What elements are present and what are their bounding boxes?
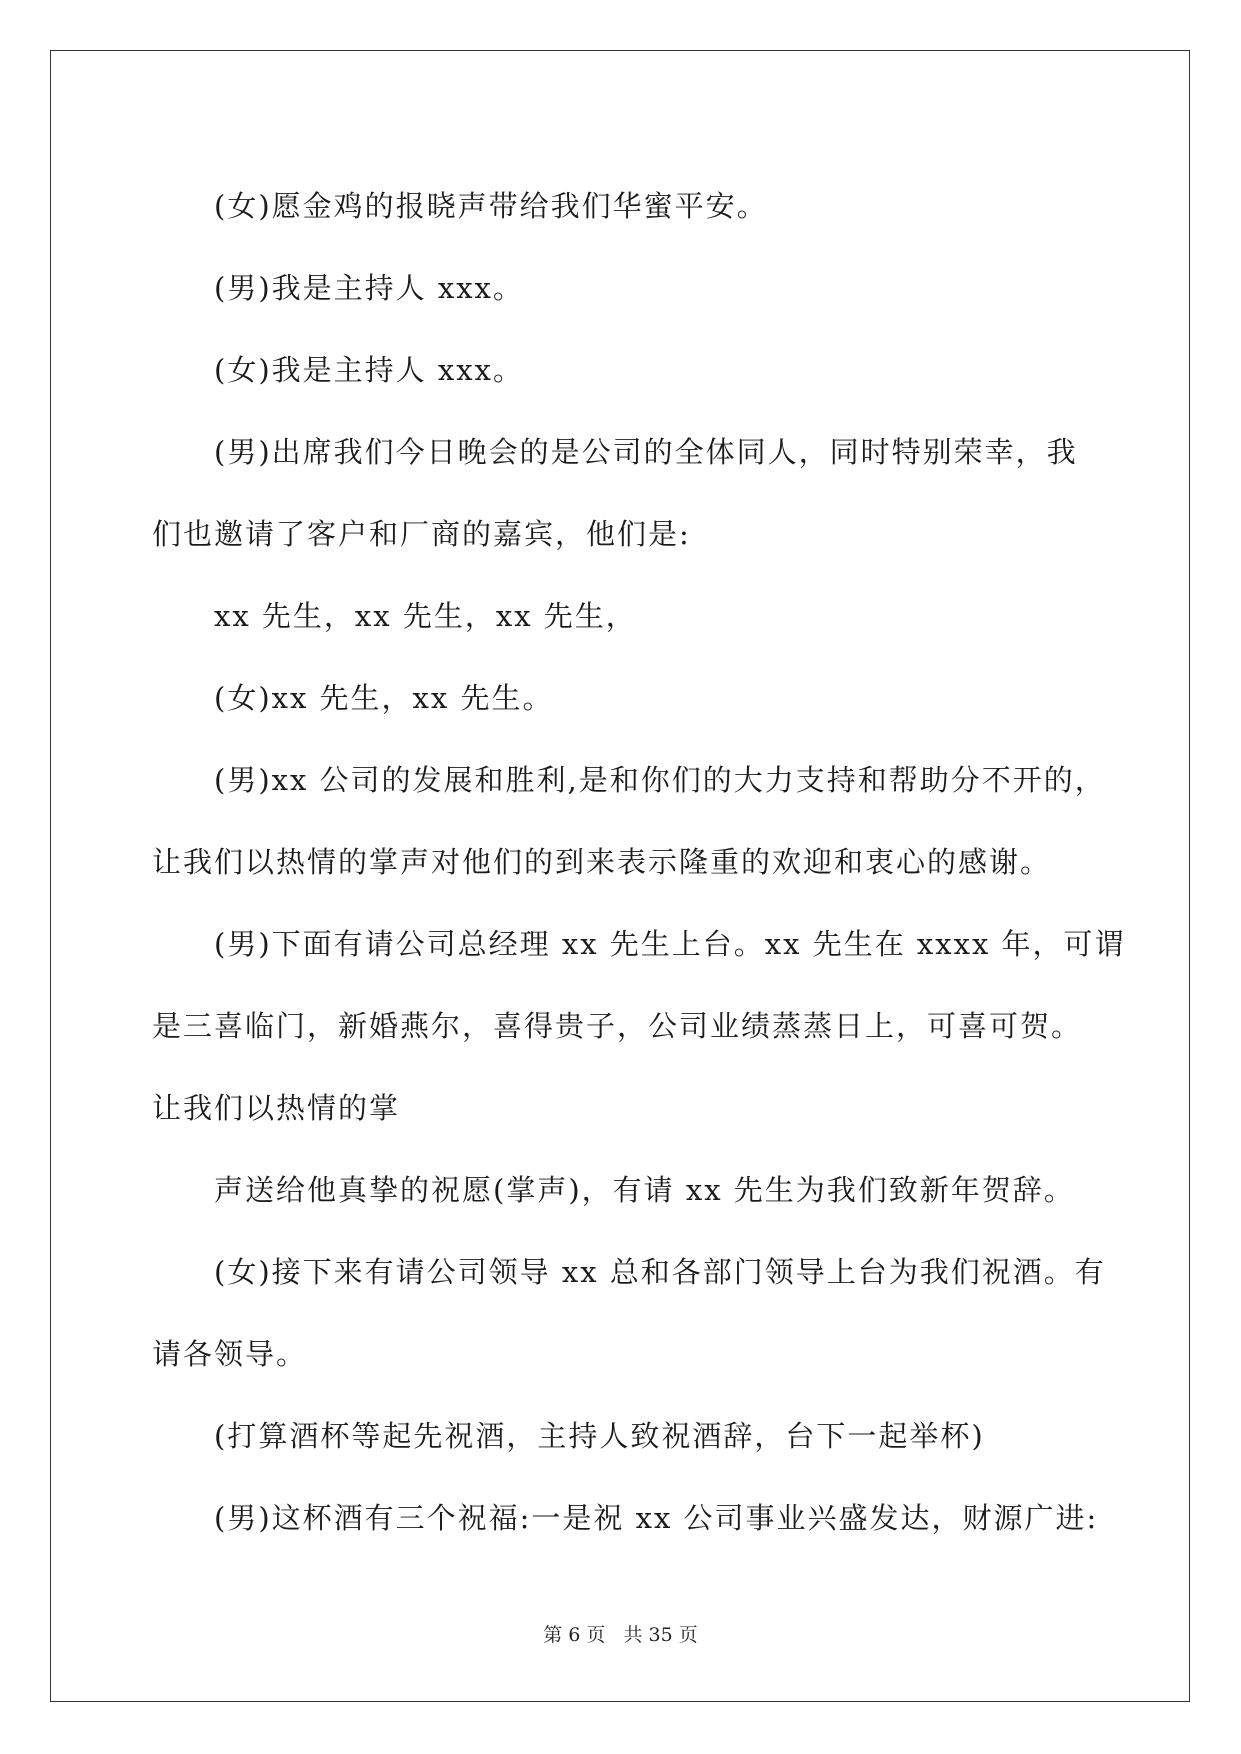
text-line: xx 先生，xx 先生，xx 先生， <box>214 599 637 633</box>
page-number: 第 6 页 <box>543 1624 606 1646</box>
text-line: (女)愿金鸡的报晓声带给我们华蜜平安。 <box>214 189 768 223</box>
page-total: 共 35 页 <box>623 1624 698 1646</box>
text-line: (打算酒杯等起先祝酒，主持人致祝酒辞，台下一起举杯) <box>214 1419 985 1453</box>
text-line: (女)接下来有请公司领导 xx 总和各部门领导上台为我们祝酒。有 <box>214 1255 1106 1289</box>
text-line: 们也邀请了客户和厂商的嘉宾，他们是: <box>152 517 691 551</box>
text-line: (女)xx 先生，xx 先生。 <box>214 681 554 715</box>
text-line: 是三喜临门，新婚燕尔，喜得贵子，公司业绩蒸蒸日上，可喜可贺。 <box>152 1009 1083 1043</box>
text-line: (女)我是主持人 xxx。 <box>214 353 524 387</box>
page-footer <box>0 1620 1241 1647</box>
text-line: (男)下面有请公司总经理 xx 先生上台。xx 先生在 xxxx 年，可谓 <box>214 927 1126 961</box>
text-line: 声送给他真挚的祝愿(掌声)，有请 xx 先生为我们致新年贺辞。 <box>214 1173 1075 1207</box>
text-line: (男)xx 公司的发展和胜利,是和你们的大力支持和帮助分不开的， <box>214 763 1106 797</box>
document-body <box>152 165 1126 1559</box>
text-line: (男)我是主持人 xxx。 <box>214 271 524 305</box>
text-line: 让我们以热情的掌声对他们的到来表示隆重的欢迎和衷心的感谢。 <box>152 845 1052 879</box>
text-line: 让我们以热情的掌 <box>152 1091 401 1125</box>
text-line: 请各领导。 <box>152 1337 308 1371</box>
text-line: (男)这杯酒有三个祝福:一是祝 xx 公司事业兴盛发达，财源广进: <box>214 1501 1099 1535</box>
text-line: (男)出席我们今日晚会的是公司的全体同人，同时特别荣幸，我 <box>214 435 1078 469</box>
